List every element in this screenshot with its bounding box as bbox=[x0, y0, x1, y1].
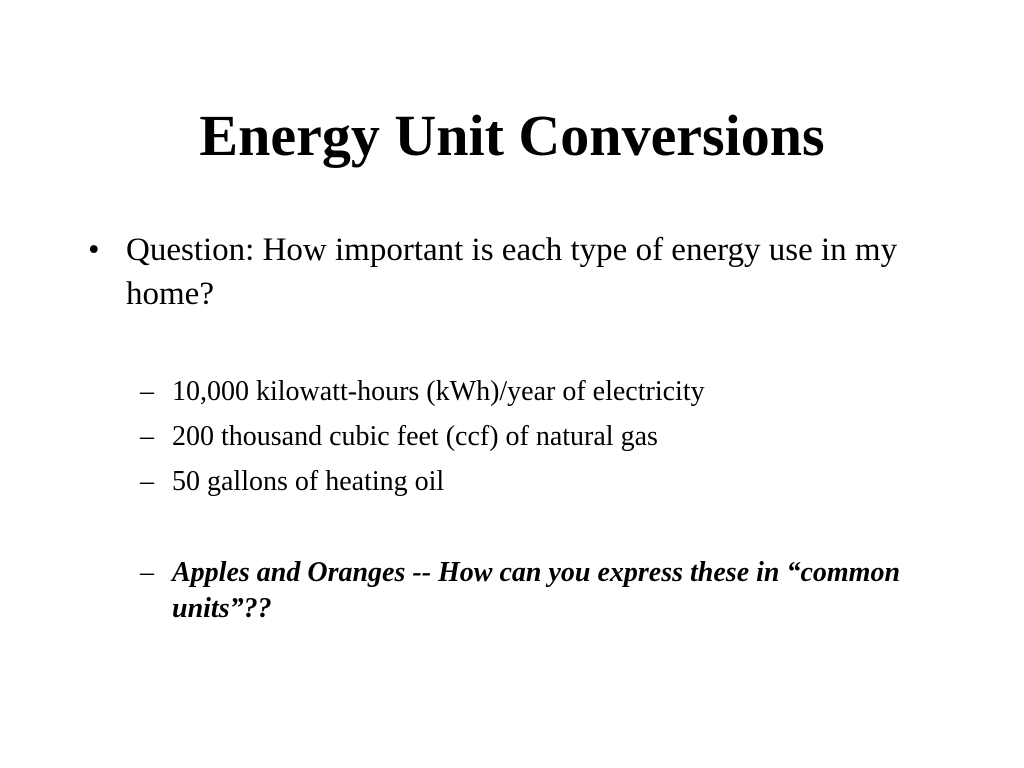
sub-item-electricity bbox=[140, 374, 940, 410]
sub-item-heating-oil bbox=[140, 464, 940, 500]
dash-marker: – bbox=[140, 376, 154, 407]
dash-marker: – bbox=[140, 466, 154, 497]
dash-marker: – bbox=[140, 557, 154, 588]
bullet-text: Question: How important is each type of energy use in my home? bbox=[126, 232, 898, 312]
sub-item-natural-gas bbox=[140, 419, 940, 455]
emphasis-text: Apples and Oranges -- How can you express these in “common units”?? bbox=[172, 557, 901, 624]
sub-item-emphasis bbox=[140, 555, 940, 627]
main-bullet bbox=[88, 228, 928, 316]
bullet-marker: • bbox=[88, 232, 100, 268]
sub-item-text: 200 thousand cubic feet (ccf) of natural gas bbox=[172, 421, 658, 452]
slide-title: Energy Unit Conversions bbox=[199, 103, 825, 168]
sub-item-text: 50 gallons of heating oil bbox=[172, 466, 445, 497]
dash-marker: – bbox=[140, 421, 154, 452]
sub-item-text: 10,000 kilowatt-hours (kWh)/year of electricity bbox=[172, 376, 705, 407]
